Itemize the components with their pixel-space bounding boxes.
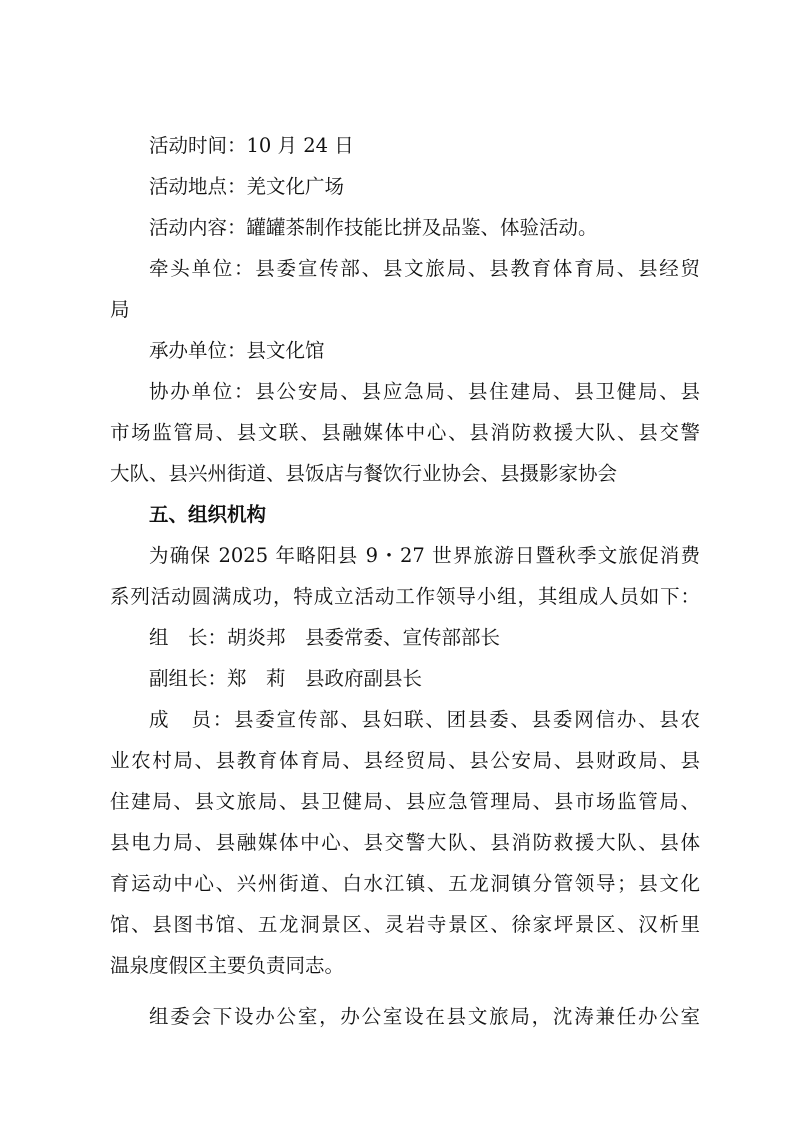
intro-line-2: 系列活动圆满成功，特成立活动工作领导小组，其组成人员如下： xyxy=(110,585,700,608)
section-heading: 五、组织机构 xyxy=(149,503,267,526)
organizer-unit: 承办单位：县文化馆 xyxy=(149,339,325,362)
activity-content: 活动内容：罐罐茶制作技能比拼及品鉴、体验活动。 xyxy=(149,216,598,239)
co-organizers-line-2: 市场监管局、县文联、县融媒体中心、县消防救援大队、县交警 xyxy=(110,421,700,444)
deputy-group-leader: 副组长：郑 莉 县政府副县长 xyxy=(149,667,423,690)
activity-location: 活动地点：羌文化广场 xyxy=(149,175,345,198)
office-line-1: 组委会下设办公室，办公室设在县文旅局，沈涛兼任办公室 xyxy=(149,1005,700,1028)
members-line-5: 育运动中心、兴州街道、白水江镇、五龙洞镇分管领导；县文化 xyxy=(110,872,700,895)
lead-units-line-1: 牵头单位：县委宣传部、县文旅局、县教育体育局、县经贸 xyxy=(149,257,700,280)
members-line-1: 成 员：县委宣传部、县妇联、团县委、县委网信办、县农 xyxy=(149,708,700,731)
lead-units-line-2: 局 xyxy=(110,298,130,321)
members-line-7: 温泉度假区主要负责同志。 xyxy=(110,954,345,977)
members-line-3: 住建局、县文旅局、县卫健局、县应急管理局、县市场监管局、 xyxy=(110,790,700,813)
activity-time: 活动时间：10 月 24 日 xyxy=(149,134,354,157)
intro-line-1: 为确保 2025 年略阳县 9・27 世界旅游日暨秋季文旅促消费 xyxy=(149,544,700,567)
group-leader: 组 长：胡炎邦 县委常委、宣传部部长 xyxy=(149,626,501,649)
members-line-4: 县电力局、县融媒体中心、县交警大队、县消防救援大队、县体 xyxy=(110,831,700,854)
members-line-2: 业农村局、县教育体育局、县经贸局、县公安局、县财政局、县 xyxy=(110,749,700,772)
members-line-6: 馆、县图书馆、五龙洞景区、灵岩寺景区、徐家坪景区、汉析里 xyxy=(110,913,700,936)
co-organizers-line-1: 协办单位：县公安局、县应急局、县住建局、县卫健局、县 xyxy=(149,380,700,403)
co-organizers-line-3: 大队、县兴州街道、县饭店与餐饮行业协会、县摄影家协会 xyxy=(110,462,618,485)
